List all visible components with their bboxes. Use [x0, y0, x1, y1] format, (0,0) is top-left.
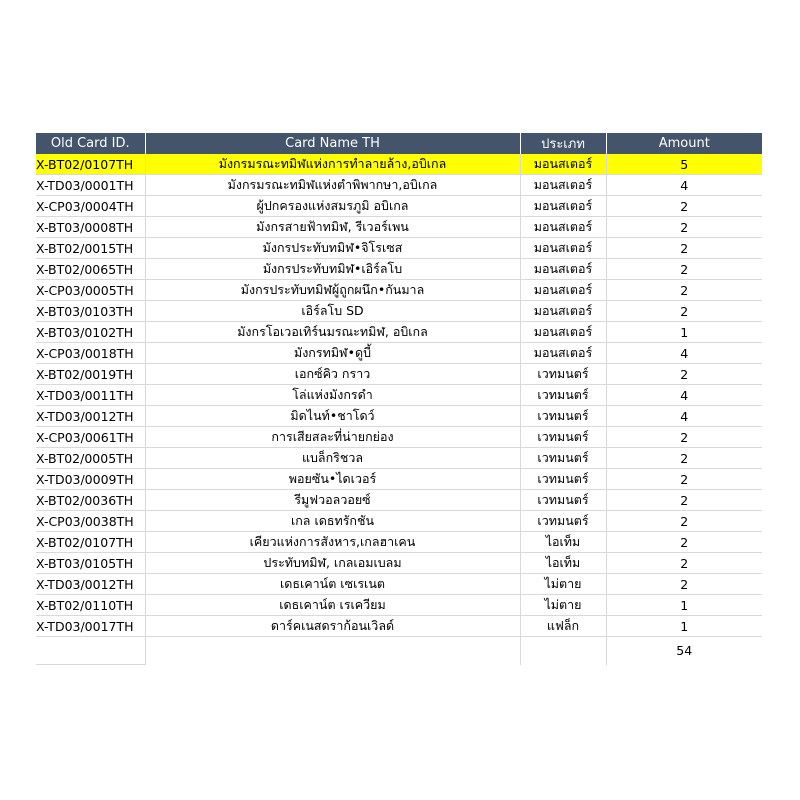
old-card-id-cell[interactable]: X-TD03/0009TH — [36, 469, 145, 490]
old-card-id-cell[interactable]: X-TD03/0012TH — [36, 574, 145, 595]
card-name-cell[interactable]: เกล เดธทรักชัน — [145, 511, 520, 532]
table-row — [36, 196, 762, 217]
type-cell[interactable]: เวทมนตร์ — [520, 469, 606, 490]
header-row — [36, 133, 762, 154]
type-cell[interactable]: เวทมนตร์ — [520, 406, 606, 427]
table-row — [36, 217, 762, 238]
card-name-cell[interactable]: มังกรประทับทมิฬ•จิโรเซส — [145, 238, 520, 259]
type-cell[interactable]: ไม่ตาย — [520, 595, 606, 616]
old-card-id-cell[interactable]: X-BT03/0102TH — [36, 322, 145, 343]
table-row — [36, 385, 762, 406]
amount-cell[interactable]: 1 — [606, 322, 762, 343]
card-name-cell[interactable]: มังกรประทับทมิฬ•เอิร์ลโบ — [145, 259, 520, 280]
old-card-id-cell[interactable]: X-TD03/0012TH — [36, 406, 145, 427]
old-card-id-cell[interactable]: X-BT02/0065TH — [36, 259, 145, 280]
amount-cell[interactable]: 4 — [606, 175, 762, 196]
table-row — [36, 301, 762, 322]
column-header-type[interactable]: ประเภท — [520, 133, 606, 154]
amount-cell[interactable]: 4 — [606, 385, 762, 406]
old-card-id-cell[interactable]: X-CP03/0061TH — [36, 427, 145, 448]
amount-cell[interactable]: 2 — [606, 532, 762, 553]
amount-cell[interactable]: 2 — [606, 238, 762, 259]
type-cell[interactable]: มอนสเตอร์ — [520, 280, 606, 301]
type-cell[interactable]: มอนสเตอร์ — [520, 175, 606, 196]
type-cell[interactable]: มอนสเตอร์ — [520, 259, 606, 280]
card-name-cell[interactable]: เคียวแห่งการสังหาร,เกลฮาเคน — [145, 532, 520, 553]
card-name-cell[interactable]: มังกรมรณะทมิฬแห่งตำพิพากษา,อบิเกล — [145, 175, 520, 196]
table-row — [36, 427, 762, 448]
type-cell[interactable]: มอนสเตอร์ — [520, 154, 606, 175]
card-name-cell[interactable]: ผู้ปกครองแห่งสมรภูมิ อบิเกล — [145, 196, 520, 217]
old-card-id-cell[interactable]: X-CP03/0005TH — [36, 280, 145, 301]
table-row — [36, 595, 762, 616]
type-cell[interactable]: ไอเท็ม — [520, 532, 606, 553]
old-card-id-cell[interactable]: X-BT02/0107TH — [36, 154, 145, 175]
table-row — [36, 154, 762, 175]
old-card-id-cell[interactable]: X-CP03/0018TH — [36, 343, 145, 364]
amount-cell[interactable]: 2 — [606, 427, 762, 448]
card-name-cell[interactable]: เอิร์ลโบ SD — [145, 301, 520, 322]
table-header — [36, 133, 762, 154]
amount-cell[interactable]: 2 — [606, 511, 762, 532]
card-name-cell[interactable]: แบล็กริชวล — [145, 448, 520, 469]
table-row — [36, 238, 762, 259]
amount-cell[interactable]: 4 — [606, 406, 762, 427]
amount-cell[interactable]: 2 — [606, 301, 762, 322]
table-row — [36, 469, 762, 490]
table-row — [36, 406, 762, 427]
amount-cell[interactable]: 2 — [606, 553, 762, 574]
amount-cell[interactable]: 5 — [606, 154, 762, 175]
type-cell[interactable]: มอนสเตอร์ — [520, 343, 606, 364]
card-name-cell[interactable]: พอยซัน•ไดเวอร์ — [145, 469, 520, 490]
card-name-cell[interactable]: โล่แห่งมังกรดำ — [145, 385, 520, 406]
empty-cell[interactable] — [145, 637, 520, 665]
table-row — [36, 259, 762, 280]
table-row — [36, 574, 762, 595]
card-name-cell[interactable]: รีมูฟวอลวอยซ์ — [145, 490, 520, 511]
table-row — [36, 553, 762, 574]
column-header-card-name[interactable]: Card Name TH — [145, 133, 520, 154]
table-row — [36, 175, 762, 196]
old-card-id-cell[interactable]: X-BT02/0015TH — [36, 238, 145, 259]
type-cell[interactable]: มอนสเตอร์ — [520, 196, 606, 217]
table-row — [36, 490, 762, 511]
total-row — [36, 637, 762, 665]
table-row — [36, 322, 762, 343]
card-name-cell[interactable]: ดาร์คเนสดราก้อนเวิลด์ — [145, 616, 520, 637]
table-row — [36, 511, 762, 532]
type-cell[interactable]: เวทมนตร์ — [520, 448, 606, 469]
old-card-id-cell[interactable]: X-BT02/0036TH — [36, 490, 145, 511]
old-card-id-cell[interactable]: X-BT02/0019TH — [36, 364, 145, 385]
card-name-cell[interactable]: มังกรมรณะทมิฬแห่งการทำลายล้าง,อบิเกล — [145, 154, 520, 175]
old-card-id-cell[interactable]: X-TD03/0017TH — [36, 616, 145, 637]
card-name-cell[interactable]: เอกซ์คิว กราว — [145, 364, 520, 385]
type-cell[interactable]: ไอเท็ม — [520, 553, 606, 574]
type-cell[interactable]: เวทมนตร์ — [520, 490, 606, 511]
amount-cell[interactable]: 2 — [606, 280, 762, 301]
old-card-id-cell[interactable]: X-CP03/0038TH — [36, 511, 145, 532]
old-card-id-cell[interactable]: X-BT03/0105TH — [36, 553, 145, 574]
table-row — [36, 364, 762, 385]
card-name-cell[interactable]: การเสียสละที่น่ายกย่อง — [145, 427, 520, 448]
old-card-id-cell[interactable]: X-TD03/0011TH — [36, 385, 145, 406]
type-cell[interactable]: มอนสเตอร์ — [520, 238, 606, 259]
card-name-cell[interactable]: เดธเคาน์ต เรเควียม — [145, 595, 520, 616]
amount-cell[interactable]: 2 — [606, 196, 762, 217]
type-cell[interactable]: เวทมนตร์ — [520, 511, 606, 532]
table-row — [36, 448, 762, 469]
old-card-id-cell[interactable]: X-CP03/0004TH — [36, 196, 145, 217]
card-name-cell[interactable]: มังกรทมิฬ•ดูบี้ — [145, 343, 520, 364]
type-cell[interactable]: แฟล็ก — [520, 616, 606, 637]
table-body — [36, 154, 762, 665]
table-row — [36, 280, 762, 301]
type-cell[interactable]: เวทมนตร์ — [520, 364, 606, 385]
card-name-cell[interactable]: มังกรประทับทมิฬผู้ถูกผนึก•กันมาล — [145, 280, 520, 301]
amount-cell[interactable]: 1 — [606, 595, 762, 616]
type-cell[interactable]: ไม่ตาย — [520, 574, 606, 595]
empty-cell[interactable] — [36, 637, 145, 665]
amount-cell[interactable]: 1 — [606, 616, 762, 637]
table-row — [36, 532, 762, 553]
type-cell[interactable]: มอนสเตอร์ — [520, 217, 606, 238]
card-name-cell[interactable]: ประทับทมิฬ, เกลเอมเบลม — [145, 553, 520, 574]
old-card-id-cell[interactable]: X-BT03/0103TH — [36, 301, 145, 322]
card-name-cell[interactable]: มิดไนท์•ชาโดว์ — [145, 406, 520, 427]
card-name-cell[interactable]: มังกรสายฟ้าทมิฬ, รีเวอร์เพน — [145, 217, 520, 238]
card-name-cell[interactable]: เดธเคาน์ต เซเรเนต — [145, 574, 520, 595]
type-cell[interactable]: มอนสเตอร์ — [520, 301, 606, 322]
table-row — [36, 616, 762, 637]
old-card-id-cell[interactable]: X-BT02/0110TH — [36, 595, 145, 616]
old-card-id-cell[interactable]: X-TD03/0001TH — [36, 175, 145, 196]
old-card-id-cell[interactable]: X-BT02/0107TH — [36, 532, 145, 553]
amount-cell[interactable]: 2 — [606, 259, 762, 280]
amount-cell[interactable]: 2 — [606, 364, 762, 385]
old-card-id-cell[interactable]: X-BT02/0005TH — [36, 448, 145, 469]
old-card-id-cell[interactable]: X-BT03/0008TH — [36, 217, 145, 238]
empty-cell[interactable] — [520, 637, 606, 665]
column-header-old-card-id[interactable]: Old Card ID. — [36, 133, 145, 154]
amount-cell[interactable]: 2 — [606, 217, 762, 238]
amount-cell[interactable]: 2 — [606, 448, 762, 469]
amount-cell[interactable]: 2 — [606, 469, 762, 490]
type-cell[interactable]: มอนสเตอร์ — [520, 322, 606, 343]
type-cell[interactable]: เวทมนตร์ — [520, 385, 606, 406]
column-header-amount[interactable]: Amount — [606, 133, 762, 154]
card-list-table — [36, 133, 762, 665]
card-name-cell[interactable]: มังกรโอเวอเทิร์นมรณะทมิฬ, อบิเกล — [145, 322, 520, 343]
amount-cell[interactable]: 2 — [606, 490, 762, 511]
total-amount-cell[interactable]: 54 — [676, 643, 693, 659]
table-row — [36, 343, 762, 364]
amount-cell[interactable]: 4 — [606, 343, 762, 364]
type-cell[interactable]: เวทมนตร์ — [520, 427, 606, 448]
amount-cell[interactable]: 2 — [606, 574, 762, 595]
